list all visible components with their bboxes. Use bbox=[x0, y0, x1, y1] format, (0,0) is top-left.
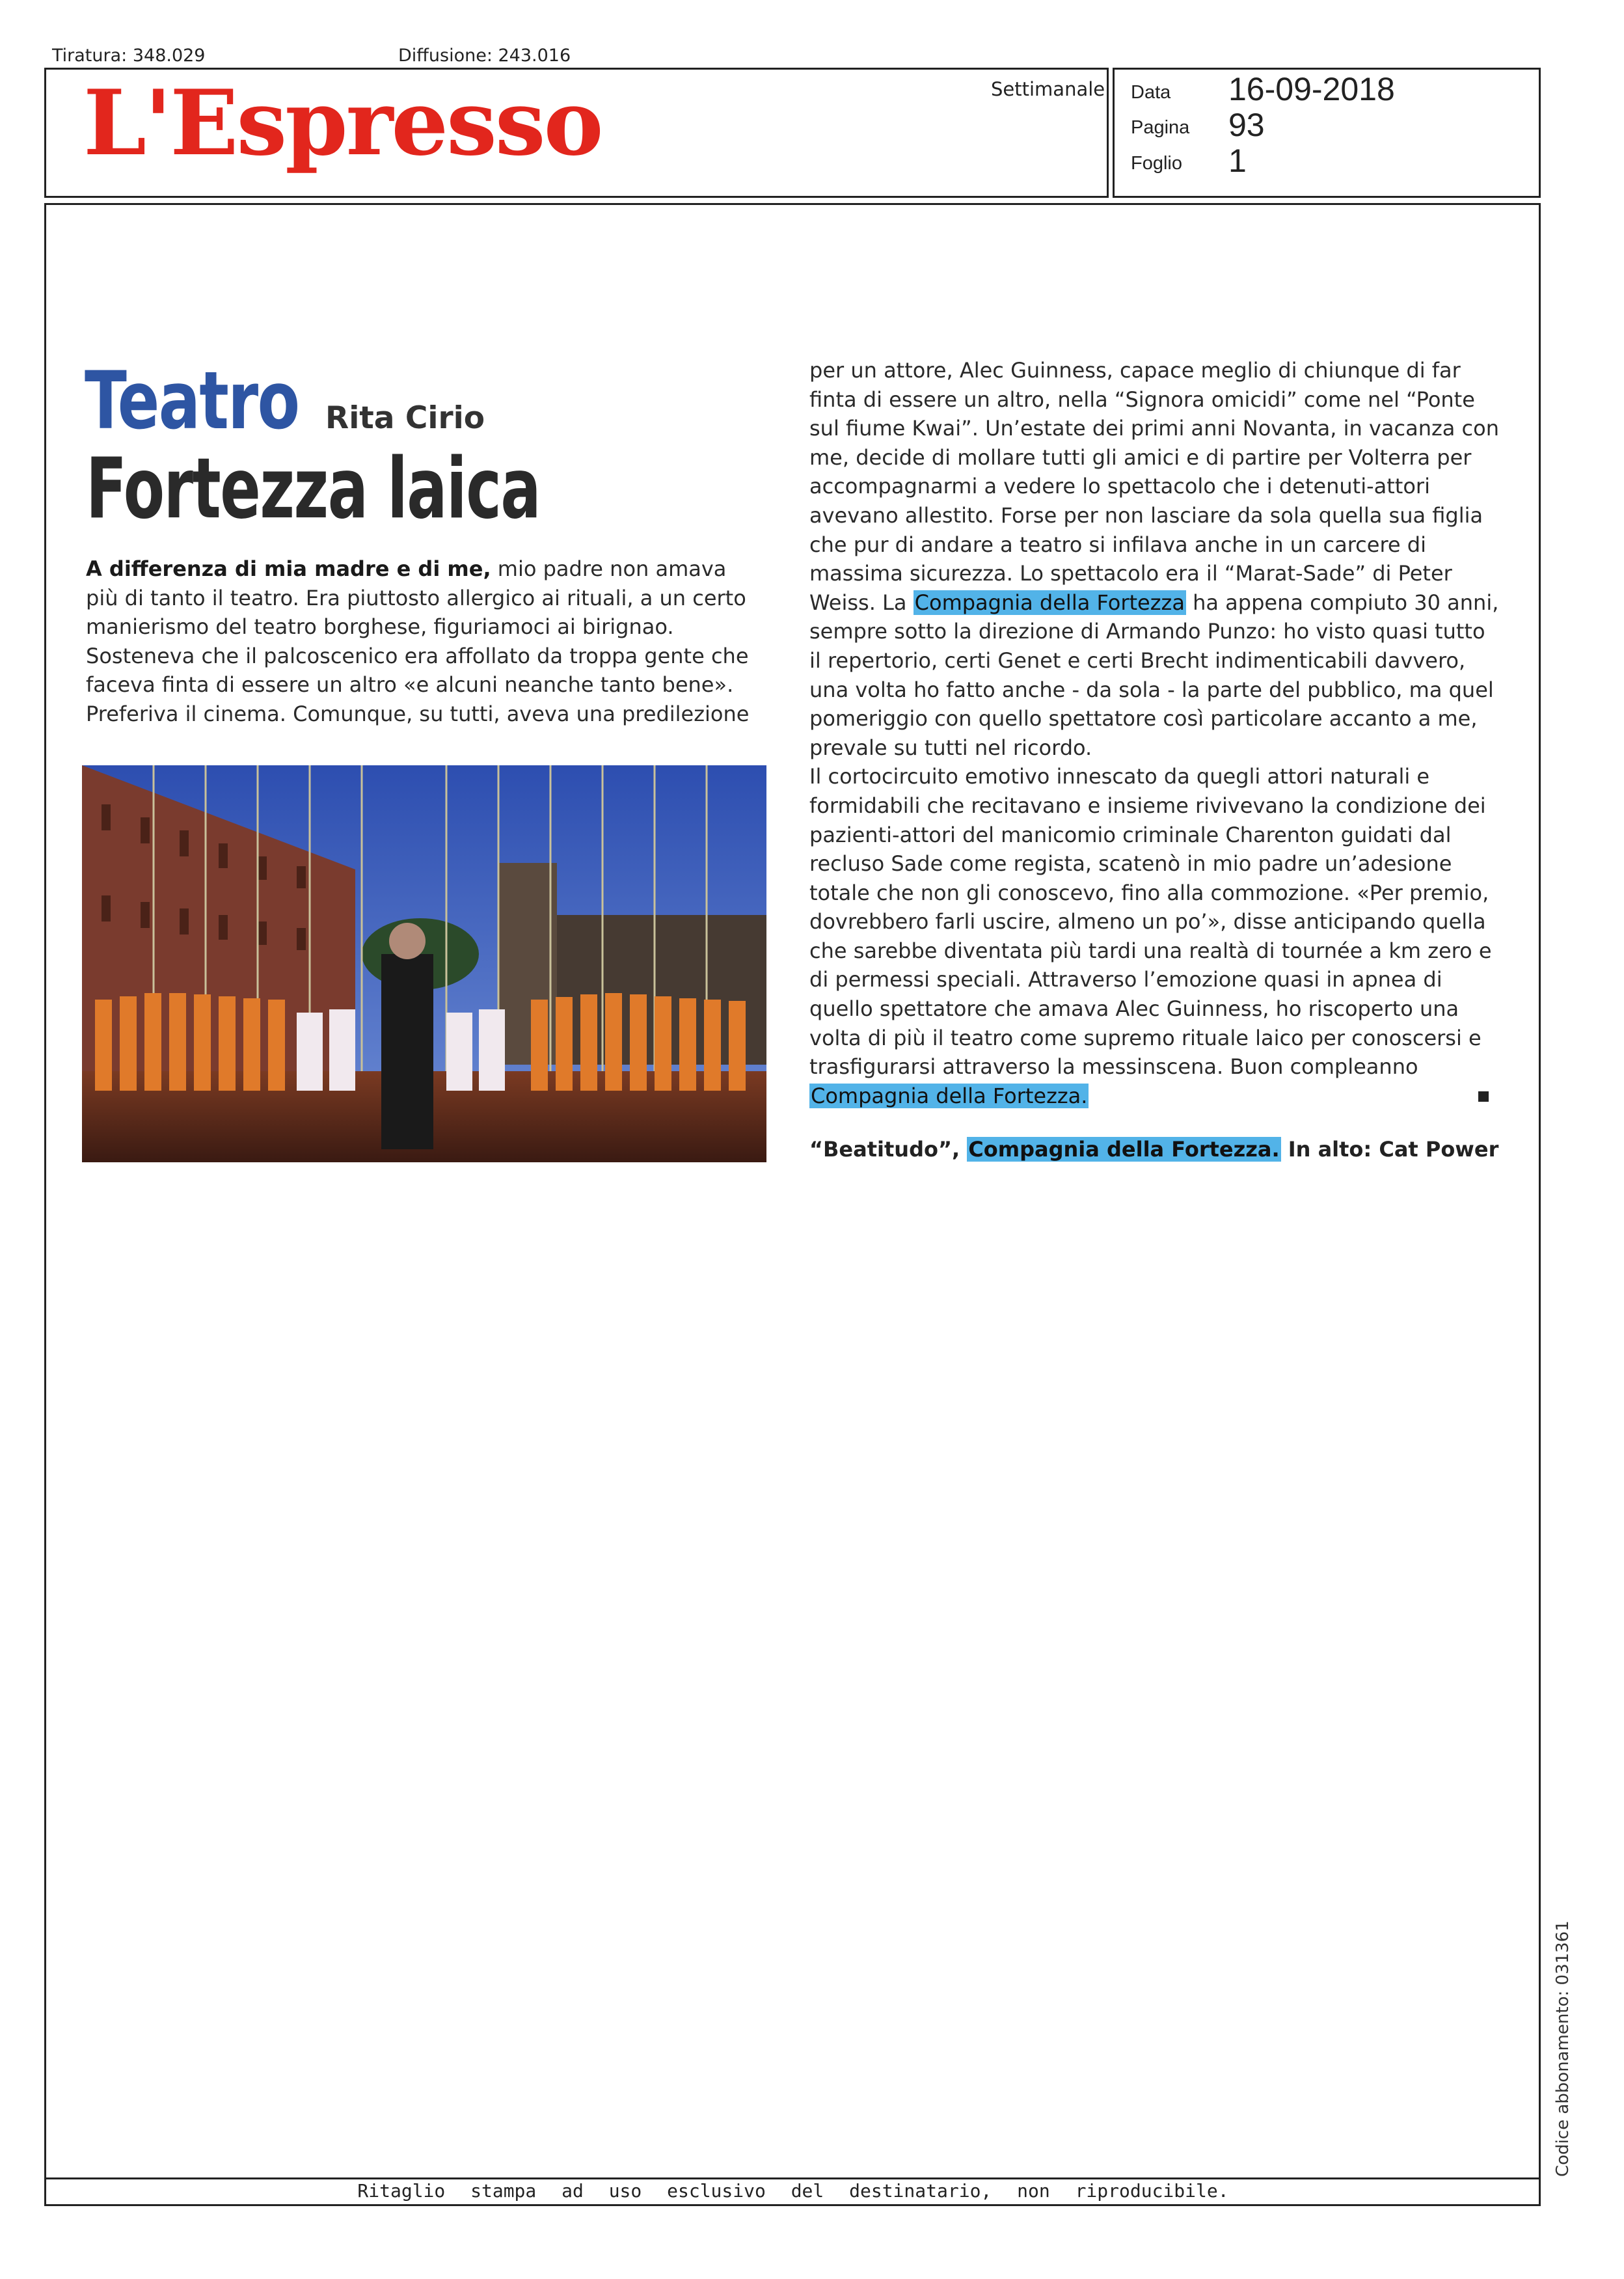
subscription-code: Codice abbonamento: 031361 bbox=[1553, 1920, 1573, 2177]
highlight-company-2: Compagnia della Fortezza. bbox=[811, 1083, 1088, 1108]
lead-paragraph bbox=[86, 554, 756, 728]
highlight-company-1: Compagnia della Fortezza bbox=[914, 590, 1185, 615]
end-of-article-mark bbox=[1478, 1091, 1489, 1102]
date-label: Data bbox=[1131, 82, 1171, 103]
photo-caption bbox=[809, 1137, 1498, 1162]
lead-text: mio padre non amava più di tanto il teatro. Era piuttosto allergico ai rituali, a un certo manierismo del teatro borghese, figuriamoci ai birignao. Sosteneva che il palcoscenico era affollato da troppa gente che faceva finta di essere un altro «e alcuni neanche tanto bene». Preferiva il cinema. Comunque, su tutti, aveva una predilezione bbox=[86, 556, 750, 726]
periodicity-label: Settimanale bbox=[991, 78, 1105, 100]
body-text bbox=[809, 356, 1499, 1110]
sheet-label: Foglio bbox=[1131, 153, 1182, 174]
sheet-value: 1 bbox=[1228, 143, 1247, 179]
page-label: Pagina bbox=[1131, 117, 1190, 138]
tiratura-label: Tiratura: 348.029 bbox=[52, 46, 206, 66]
caption-highlight: Compagnia della Fortezza. bbox=[968, 1137, 1280, 1162]
footer-divider bbox=[46, 2177, 1541, 2179]
lead-bold: A differenza di mia madre e di me, bbox=[86, 556, 491, 581]
article-photo bbox=[82, 765, 766, 1162]
section-kicker: Teatro bbox=[85, 355, 299, 447]
body-part-3: Il cortocircuito emotivo innescato da quegli attori naturali e formidabili che recitavano e insieme rivivevano la condizione dei pazienti-attori del manicomio criminale Charenton guidati dal recluso Sade come regista, scatenò in mio padre un’adesione totale che non gli conoscevo, fino alla commozione. «Per premio, dovrebbero farli uscire, almeno un po’», disse anticipando quella che sarebbe diventata più tardi una realtà di tournée a km zero e di permessi speciali. Attraverso l’emozione quasi in apnea di quello spettatore che amava Alec Guinness, ho riscoperto una volta di più il teatro come supremo rituale laico per conoscersi e trasfigurarsi attraverso la messinscena. Buon compleanno bbox=[809, 764, 1492, 1080]
diffusione-label: Diffusione: 243.016 bbox=[398, 46, 571, 66]
date-value: 16-09-2018 bbox=[1228, 71, 1395, 107]
page-value: 93 bbox=[1228, 107, 1265, 143]
newspaper-logo: L'Espresso bbox=[83, 70, 602, 176]
photo-illustration bbox=[82, 765, 766, 1162]
caption-post: In alto: Cat Power bbox=[1280, 1137, 1499, 1162]
body-part-2: ha appena compiuto 30 anni, sempre sotto la direzione di Armando Punzo: ho visto quasi tutto il repertorio, certi Genet e certi Brecht indimenticabili davvero, una volta ho fatto anche - da sola - la parte del pubblico, ma quel pomeriggio con quello spettatore così particolare accanto a me, prevale su tutti nel ricordo. bbox=[809, 590, 1499, 760]
author-name: Rita Cirio bbox=[325, 400, 485, 436]
reproduction-notice: Ritaglio stampa ad uso esclusivo del destinatario, non riproducibile. bbox=[357, 2180, 1229, 2202]
headline: Fortezza laica bbox=[86, 441, 541, 538]
caption-pre: “Beatitudo”, bbox=[809, 1137, 968, 1162]
body-part-1: per un attore, Alec Guinness, capace meglio di chiunque di far finta di essere un altro, nella “Signora omicidi” come nel “Ponte sul fiume Kwai”. Un’estate dei primi anni Novanta, in vacanza con me, decide di mollare tutti gli amici e di partire per Volterra per accompagnarmi a vedere lo spettacolo che i detenuti-attori avevano allestito. Forse per non lasciare da sola quella sua figlia che pur di andare a teatro si infilava anche in un carcere di massima sicurezza. Lo spettacolo era il “Marat-Sade” di Peter Weiss. La bbox=[809, 358, 1499, 615]
